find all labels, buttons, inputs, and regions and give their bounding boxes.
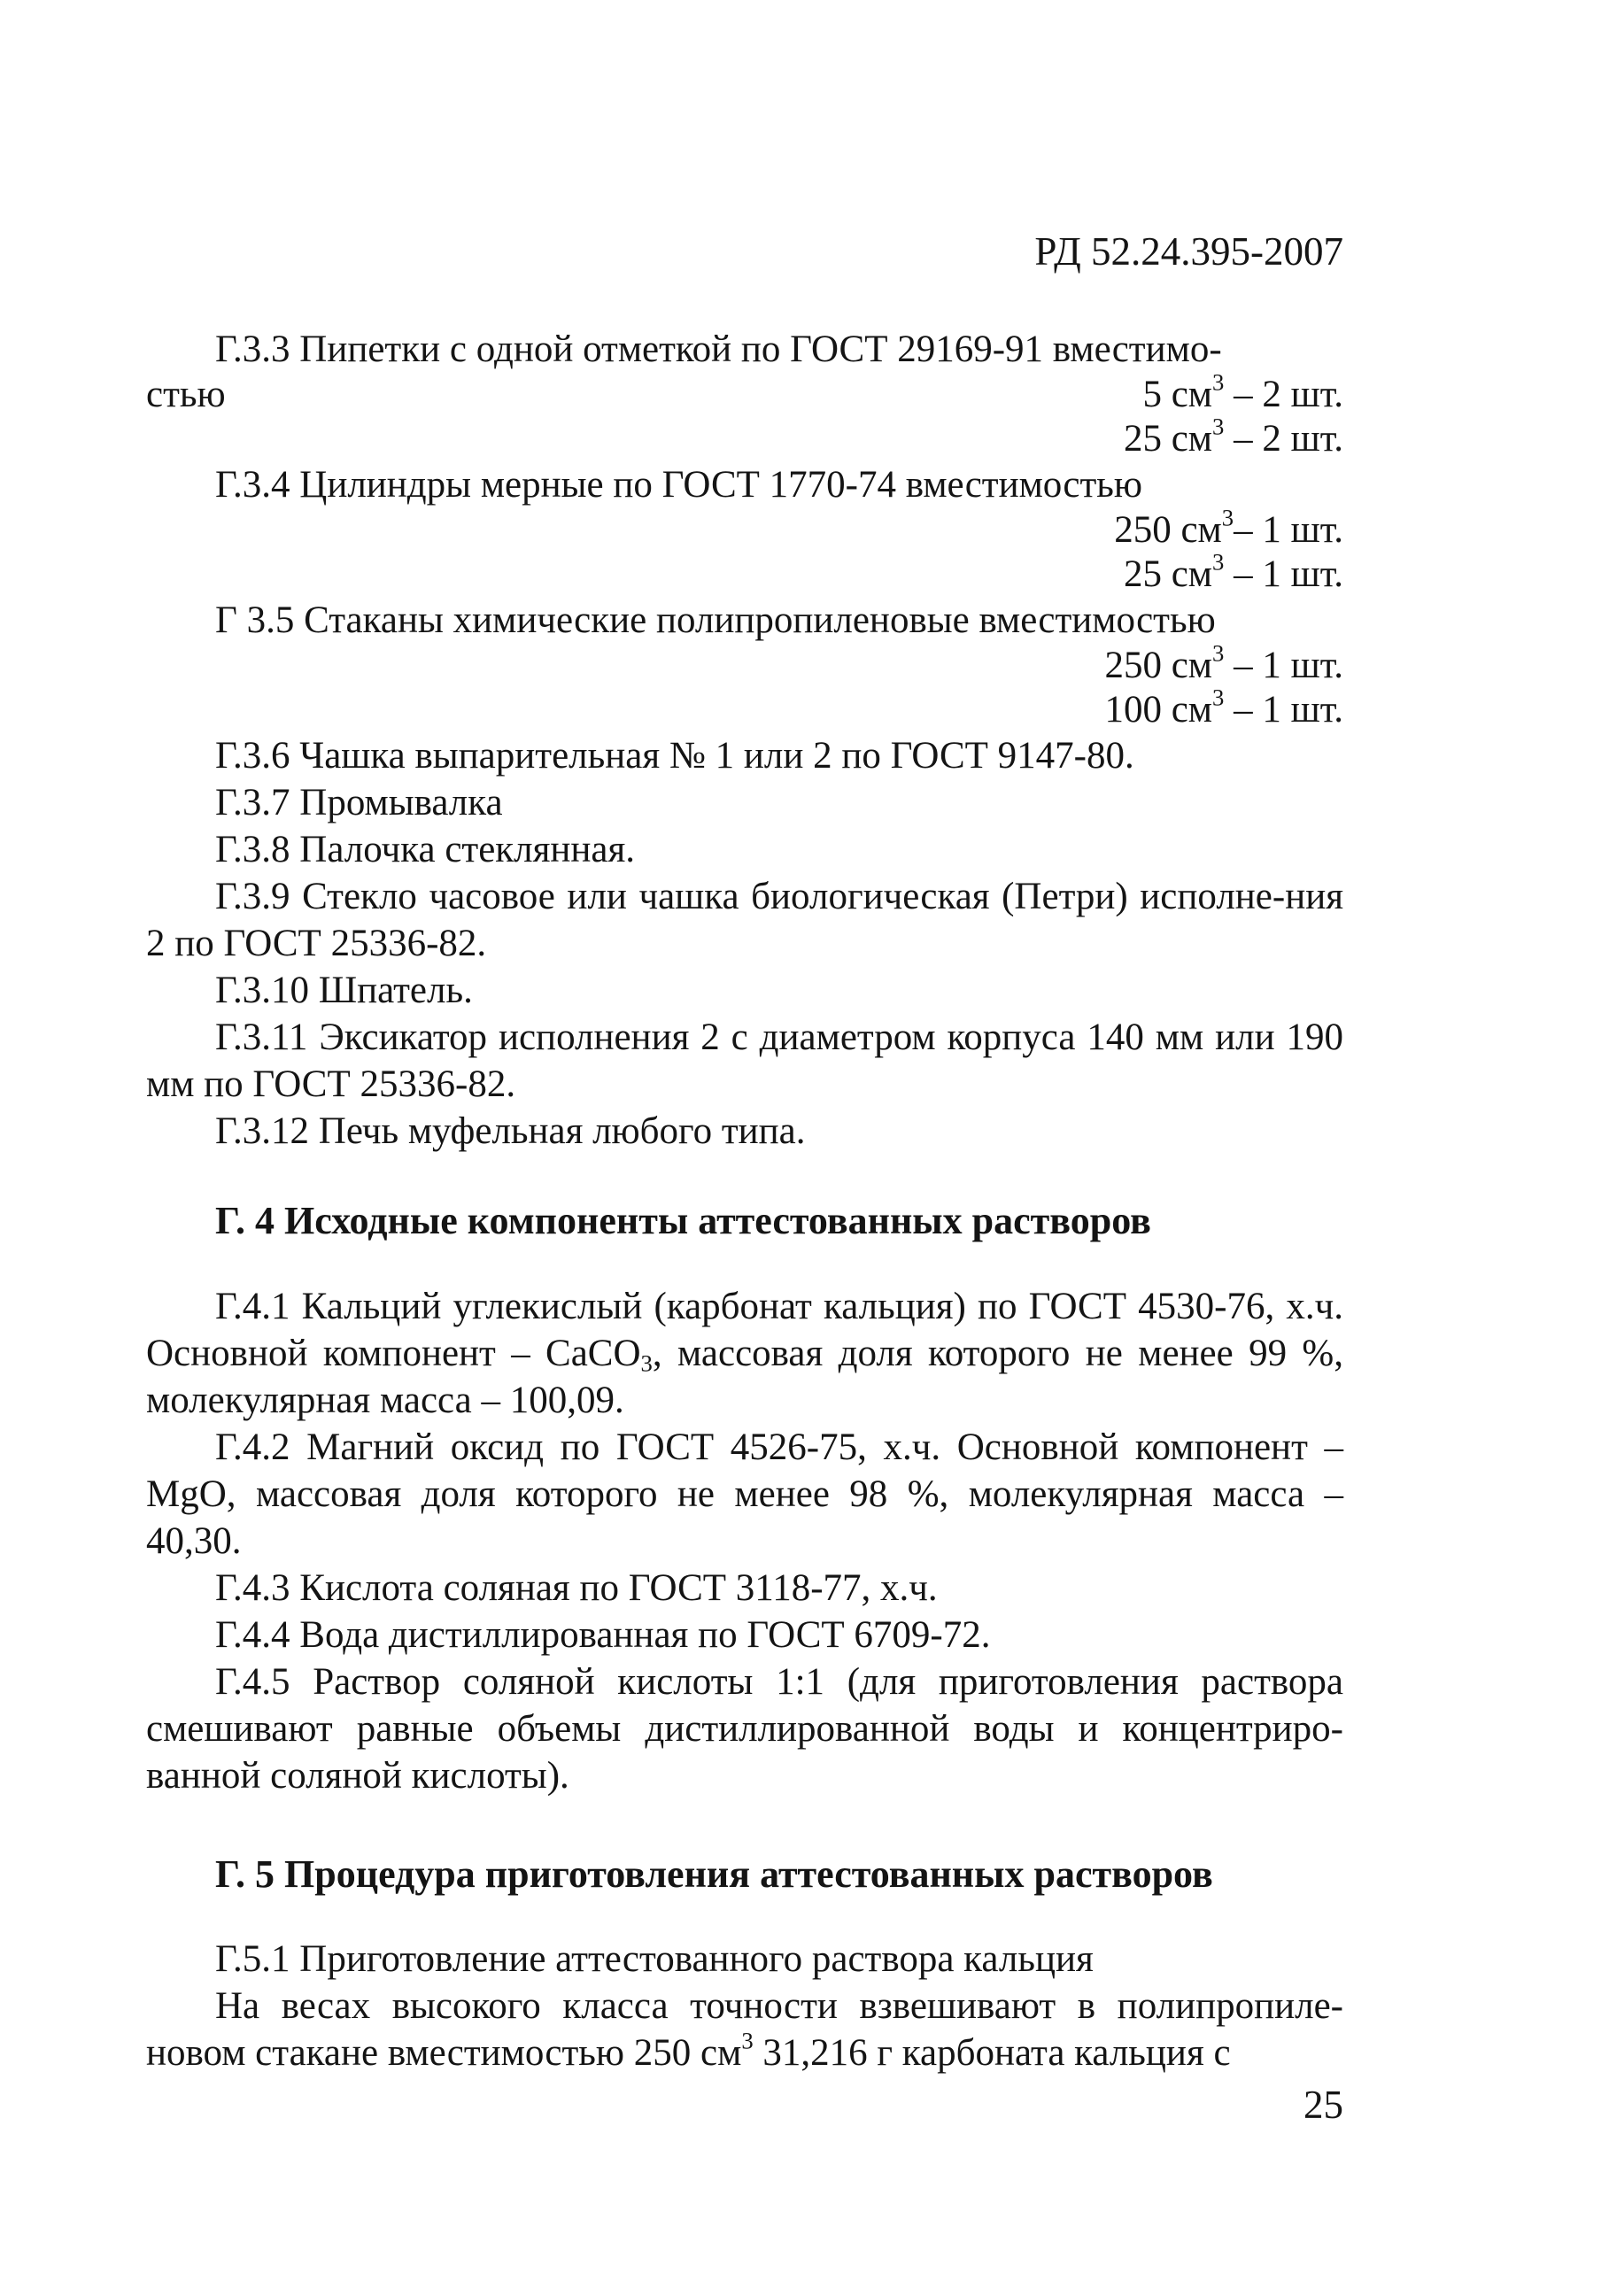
- item-g3-12: Г.3.12 Печь муфельная любого типа.: [215, 1110, 806, 1152]
- page-number: 25: [1303, 2083, 1343, 2127]
- volume-100-beaker: 100 $см^3 - 1$ шт.: [1104, 684, 1343, 731]
- item-g3-4: Г.3.4 Цилиндры мерные по ГОСТ 1770-74 вместимостью: [215, 464, 1142, 506]
- item-g3-10: Г.3.10 Шпатель.: [215, 970, 473, 1011]
- item-g4-4: Г.4.4 Вода дистиллированная по ГОСТ 6709-72.: [215, 1614, 991, 1656]
- paragraph-calcium: На весах высокого класса точности взвешивают в полипропиле-новом стакане вместимостью 250 $см^3$ 31,216 г карбоната кальция с: [146, 1985, 1343, 2074]
- section-4-list: [146, 1283, 1343, 1799]
- item-g4-1: Г.4.1 Кальций углекислый (карбонат кальция) по ГОСТ 4530-76, х.ч. Основной компонент – CaCO$_3$, массовая доля которого не менее 99 %, молекулярная масса – 100,09.: [146, 1286, 1343, 1421]
- item-g3-11: Г.3.11 Эксикатор исполнения 2 с диаметром корпуса 140 мм или 190 мм по ГОСТ 25336-82.: [146, 1017, 1343, 1105]
- section-5-heading: Г. 5 Процедура приготовления аттестованных растворов: [215, 1852, 1213, 1896]
- item-g4-2: Г.4.2 Магний оксид по ГОСТ 4526-75, х.ч. Основной компонент – MgO, массовая доля которого не менее 98 %, молекулярная масса – 40,30.: [146, 1426, 1343, 1562]
- document-code: РД 52.24.395-2007: [1034, 229, 1343, 274]
- item-g4-3: Г.4.3 Кислота соляная по ГОСТ 3118-77, х.ч.: [215, 1567, 938, 1609]
- item-g4-5: Г.4.5 Раствор соляной кислоты 1:1 (для приготовления раствора смешивают равные объемы дистиллированной воды и концентриро-ванной соляной кислоты).: [146, 1661, 1343, 1797]
- volume-250-cylinder: 250 $см^3-$ 1 шт.: [1114, 504, 1343, 551]
- section-5-list: [146, 1936, 1343, 2076]
- item-g3-6: Г.3.6 Чашка выпарительная № 1 или 2 по ГОСТ 9147-80.: [215, 735, 1134, 777]
- item-g3-9: Г.3.9 Стекло часовое или чашка биологическая (Петри) исполне-ния 2 по ГОСТ 25336-82.: [146, 876, 1343, 964]
- item-g3-3-cont: стью: [146, 374, 226, 415]
- volume-25-pipette: 25 $см^3 - 2$ шт.: [1123, 413, 1343, 460]
- section-4-heading: Г. 4 Исходные компоненты аттестованных растворов: [215, 1199, 1151, 1242]
- item-g3-8: Г.3.8 Палочка стеклянная.: [215, 829, 636, 870]
- volume-5: 5 $см^3 - 2$ шт.: [1142, 368, 1343, 415]
- item-g3-3-row: [146, 368, 1343, 417]
- item-g3-7: Г.3.7 Промывалка: [215, 782, 503, 823]
- item-g3-3: Г.3.3 Пипетки с одной отметкой по ГОСТ 29169-91 вместимо-: [215, 329, 1222, 370]
- volume-25-cylinder: 25 $см^3 - 1$ шт.: [1123, 548, 1343, 595]
- section-3-list: [146, 326, 1343, 1155]
- volume-250-beaker: 250 $см^3 - 1$ шт.: [1104, 639, 1343, 686]
- item-g5-1: Г.5.1 Приготовление аттестованного раствора кальция: [215, 1938, 1094, 1980]
- item-g3-5: Г 3.5 Стаканы химические полипропиленовые вместимостью: [215, 599, 1216, 641]
